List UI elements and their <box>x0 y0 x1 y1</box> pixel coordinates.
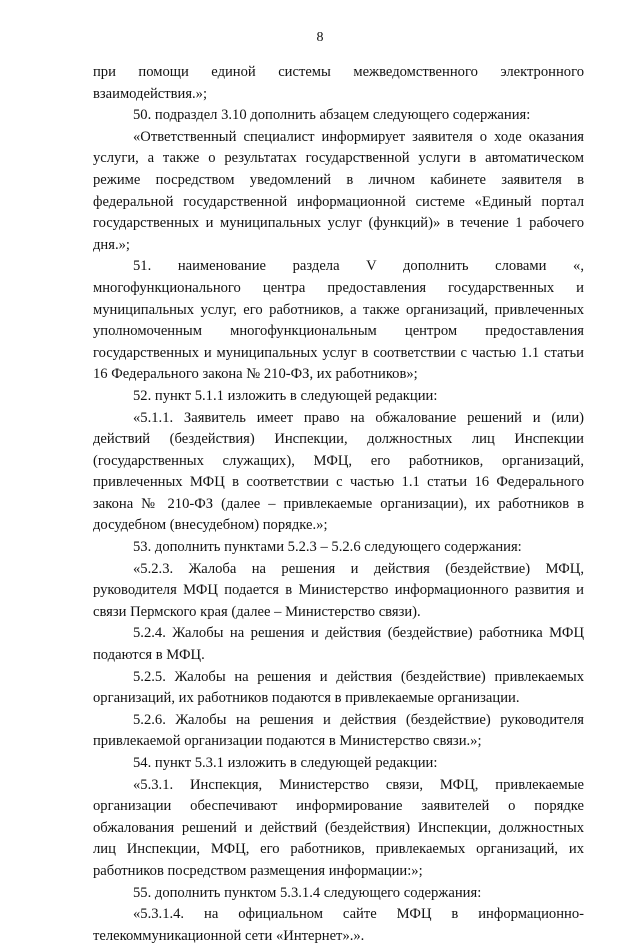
paragraph: 50. подраздел 3.10 дополнить абзацем следующего содержания: <box>133 107 531 124</box>
page-number: 8 <box>316 30 324 45</box>
document-body <box>93 62 584 947</box>
paragraph: 53. дополнить пунктами 5.2.3 – 5.2.6 следующего содержания: <box>133 539 522 556</box>
paragraph: «5.1.1. Заявитель имеет право на обжалование решений и (или) действий (бездействия) Инспекции, должностных лиц Инспекции (государственных служащих), МФЦ, его работников, организаций, привлеченных МФЦ в соответствии с частью 1.1 статьи 16 Федерального закона № 210-ФЗ (далее – привлекаемые организации), их работников в досудебном (внесудебном) порядке.»; <box>93 409 584 534</box>
paragraph: «5.2.3. Жалоба на решения и действия (бездействие) МФЦ, руководителя МФЦ подается в Министерство информационного развития и связи Пермского края (далее – Министерство связи). <box>93 560 584 620</box>
paragraph: 5.2.4. Жалобы на решения и действия (бездействие) работника МФЦ подаются в МФЦ. <box>93 625 584 664</box>
paragraph: 51. наименование раздела V дополнить словами «, многофункционального центра предоставления государственных и муниципальных услуг, его работников, а также организаций, привлеченных уполномоченным многофункциональным центром предоставления государственных и муниципальных услуг в соответствии с частью 1.1 статьи 16 Федерального закона № 210-ФЗ, их работников»; <box>93 258 584 383</box>
paragraph: 55. дополнить пунктом 5.3.1.4 следующего содержания: <box>133 884 482 901</box>
paragraph: 5.2.5. Жалобы на решения и действия (бездействие) привлекаемых организаций, их работников подаются в привлекаемые организации. <box>93 668 584 707</box>
paragraph: 54. пункт 5.3.1 изложить в следующей редакции: <box>133 755 438 771</box>
paragraph: «Ответственный специалист информирует заявителя о ходе оказания услуги, а также о результатах государственной услуги в автоматическом режиме посредством уведомлений в личном кабинете заявителя в федеральной государственной информационной системе «Единый портал государственных и муниципальных услуг (функций)» в течение 1 рабочего дня.»; <box>93 128 584 253</box>
paragraph: 52. пункт 5.1.1 изложить в следующей редакции: <box>133 387 438 404</box>
paragraph: при помощи единой системы межведомственного электронного взаимодействия.»; <box>93 64 584 102</box>
paragraph: «5.3.1.4. на официальном сайте МФЦ в информационно-телекоммуникационной сети «Интернет».». <box>93 906 584 944</box>
paragraph: 5.2.6. Жалобы на решения и действия (бездействие) руководителя привлекаемой организации подаются в Министерство связи.»; <box>93 711 584 750</box>
paragraph: «5.3.1. Инспекция, Министерство связи, МФЦ, привлекаемые организации обеспечивают информирование заявителей о порядке обжалования решений и действий (бездействия) Инспекции, должностных лиц Инспекции, МФЦ, его работников, привлекаемых организаций, их работников посредством размещения информации:»; <box>93 776 584 879</box>
